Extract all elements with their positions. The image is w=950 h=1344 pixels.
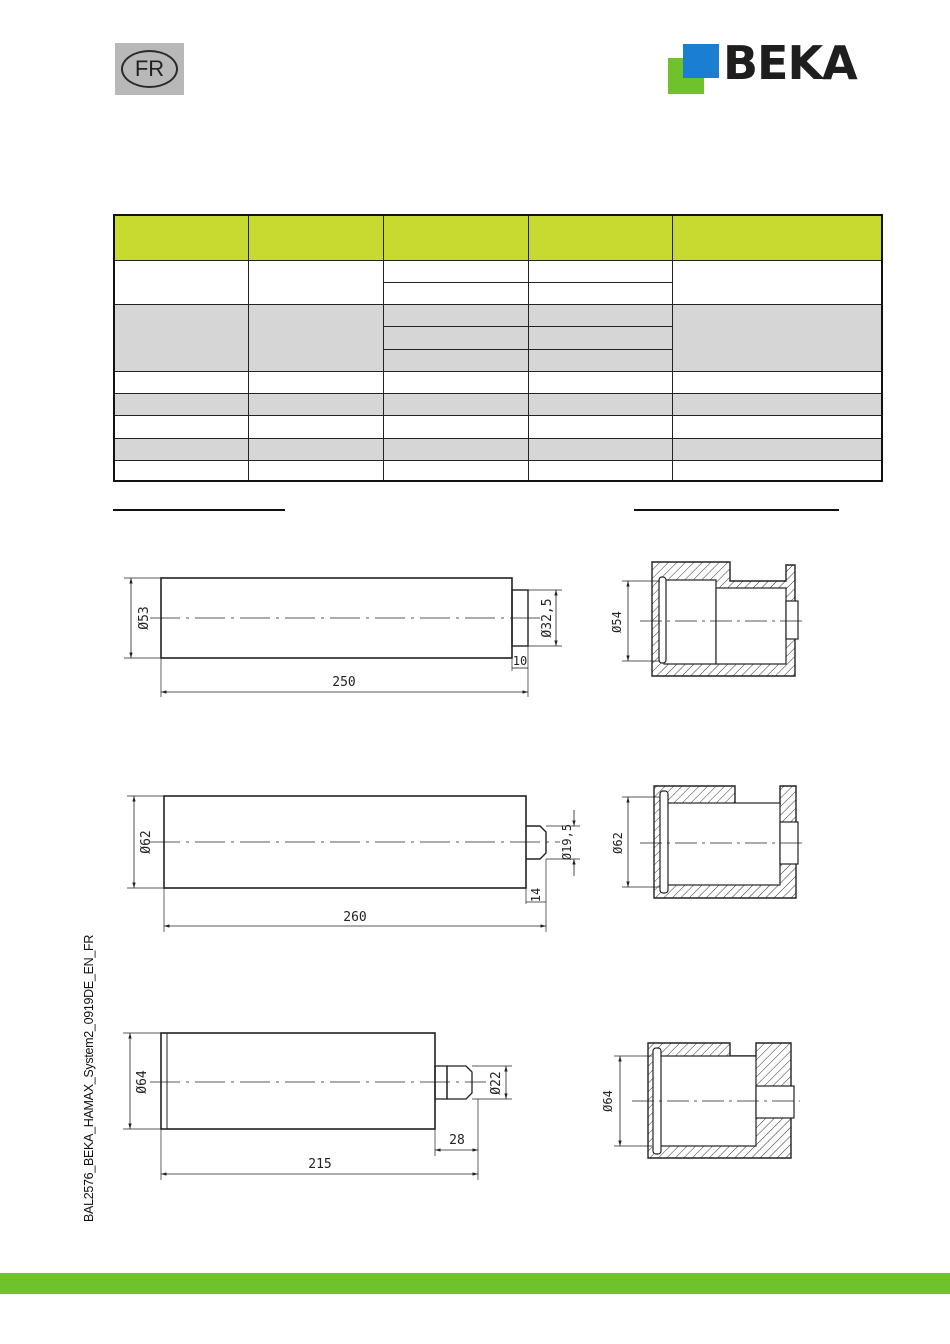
cartridge-section-view-3 bbox=[614, 1043, 800, 1158]
dim-nozzle-diameter-3: Ø22 bbox=[489, 1071, 504, 1095]
dim-section-diameter-2: Ø62 bbox=[611, 832, 625, 854]
dim-nozzle-length-2: 14 bbox=[529, 887, 543, 903]
cartridge-section-view-1 bbox=[622, 562, 806, 676]
dim-length-2: 260 bbox=[343, 910, 367, 925]
dim-nozzle-length-1: 10 bbox=[512, 654, 528, 668]
dim-section-diameter-3: Ø64 bbox=[601, 1090, 615, 1112]
language-code: FR bbox=[121, 50, 178, 88]
dim-diameter-3: Ø64 bbox=[135, 1070, 150, 1094]
logo-wordmark: BEKA bbox=[723, 36, 857, 90]
cartridge-section-view-2 bbox=[622, 786, 806, 898]
dim-section-diameter-1: Ø54 bbox=[610, 611, 624, 633]
dim-nozzle-diameter-1: Ø32,5 bbox=[540, 598, 555, 638]
dim-nozzle-length-3: 28 bbox=[449, 1133, 465, 1148]
footer-bar bbox=[0, 1273, 950, 1294]
dim-diameter-1: Ø53 bbox=[137, 606, 152, 630]
dim-nozzle-diameter-2: Ø19,5 bbox=[560, 823, 574, 861]
document-code: BAL2576_BEKA_HAMAX_System2_0919DE_EN_FR bbox=[82, 934, 96, 1222]
dim-diameter-2: Ø62 bbox=[139, 830, 154, 854]
dim-length-1: 250 bbox=[332, 675, 356, 690]
dim-length-3: 215 bbox=[308, 1157, 332, 1172]
